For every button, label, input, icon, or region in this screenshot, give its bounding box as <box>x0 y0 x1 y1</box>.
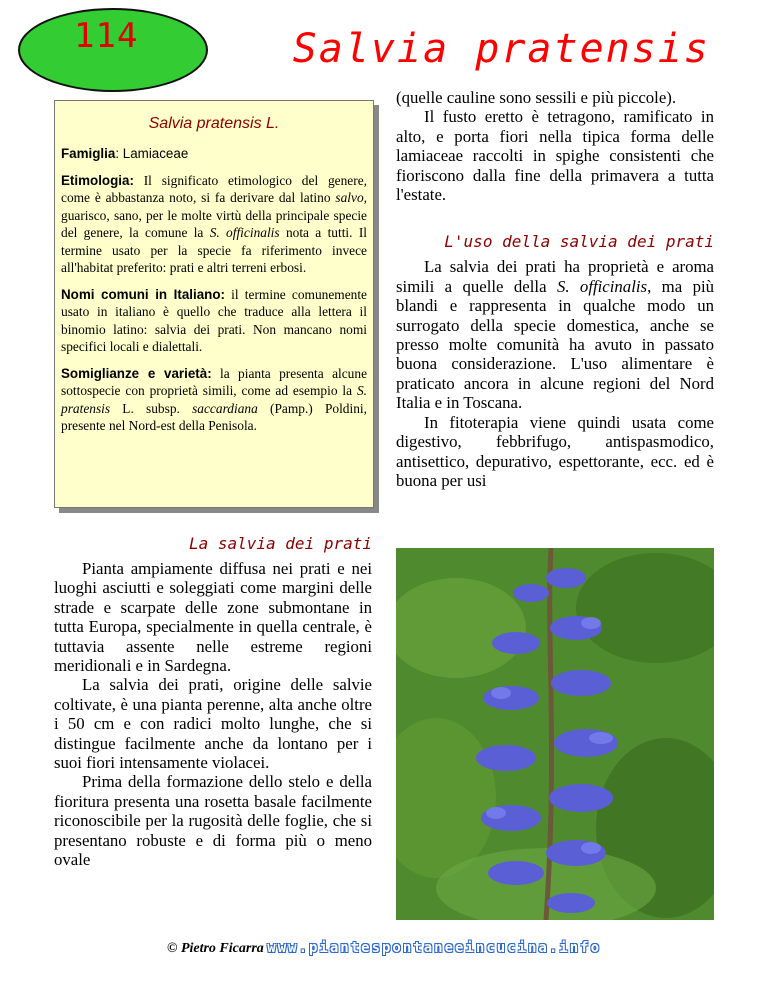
somiglianze-italic: saccardiana <box>192 400 258 416</box>
body-text-span: La salvia dei prati ha proprietà e aroma simili a quelle della <box>396 257 714 296</box>
body-paragraph: In fitoterapia viene quindi usata come digestivo, febbrifugo, antispasmodico, antisettico, depurativo, espettorante, ecc. ed è buona per usi <box>396 412 714 490</box>
nomi-comuni-paragraph <box>61 286 367 356</box>
somiglianze-label: Somiglianze e varietà: <box>61 365 212 381</box>
body-text-span: , ma più blandi e rappresenta in qualche modo un surrogato della specie domestica, anche se presso molte comunità ha avuto in passato buona considerazione. L'uso alimentare è praticato ancora in alcune regioni del Nord Italia e in Toscana. <box>396 276 715 413</box>
etimologia-italic: salvo, <box>335 190 367 205</box>
salvia-flower-photo <box>396 548 714 920</box>
page-number: 114 <box>74 16 139 56</box>
nomi-comuni-label: Nomi comuni in Italiano: <box>61 286 225 302</box>
somiglianze-text: (Pamp.) Poldini, presente nel Nord-est della Penisola. <box>61 400 367 433</box>
somiglianze-italic: S. pratensis <box>61 383 367 416</box>
left-column <box>54 534 372 870</box>
body-paragraph: Pianta ampiamente diffusa nei prati e nei luoghi asciutti e soleggiati come margini delle strade e scarpate delle zone submontane in tutta Europa, specialmente in quella centrale, è tuttavia assente nelle estreme regioni meridionali e in Sardegna. <box>54 559 372 676</box>
somiglianze-paragraph <box>61 365 367 435</box>
somiglianze-text: la pianta presenta alcune sottospecie con proprietà simili, come ad esempio la <box>61 365 368 398</box>
info-box-title: Salvia pratensis L. <box>148 115 280 132</box>
famiglia-text: : Lamiaceae <box>115 146 189 161</box>
etimologia-label: Etimologia: <box>61 172 134 188</box>
somiglianze-text: L. subsp. <box>110 400 193 416</box>
etimologia-text: Il significato etimologico del genere, come è abbastanza noto, si fa derivare dal latino <box>61 172 367 205</box>
body-paragraph: Prima della formazione dello stelo e della fioritura presenta una rosetta basale facilmente riconoscibile per la rugosità delle foglie, che si presentano robuste e di forma più o meno ovale <box>54 772 372 870</box>
etimologia-paragraph <box>61 172 367 277</box>
flower-photo-illustration <box>396 548 714 920</box>
famiglia-label: Famiglia <box>61 146 116 161</box>
right-column <box>396 88 714 490</box>
footer-author: © Pietro Ficarra <box>166 941 264 956</box>
body-paragraph: La salvia dei prati, origine delle salvie coltivate, è una pianta perenne, alta anche oltre i 50 cm e con radici molto lunghe, che si distingue facilmente anche da lontano per i suoi fiori intensamente violacei. <box>54 675 372 773</box>
body-paragraph <box>396 257 714 412</box>
body-text-italic: S. officinalis <box>556 276 648 296</box>
section-title-uso: L'uso della salvia dei prati <box>444 232 714 252</box>
footer-site-link[interactable]: www.piantespontaneeincucina.info <box>267 940 601 956</box>
etimologia-text: guarisco, sano, per le molte virtù della principale specie del genere, la comune la <box>61 207 367 240</box>
section-title-salvia-dei-prati: La salvia dei prati <box>188 534 372 553</box>
footer <box>0 940 768 957</box>
nomi-comuni-text: il termine comunemente usato in italiano è quello che traduce alla lettera il binomio latino: salvia dei prati. Non mancano nomi specifici locali e dialettali. <box>61 286 367 354</box>
etimologia-italic: S. officinalis <box>209 225 280 240</box>
info-box <box>54 100 374 508</box>
body-paragraph: Il fusto eretto è tetragono, ramificato in alto, e porta fiori nella tipica forma delle lamiaceae raccolti in spighe consistenti che fioriscono dalla fine della primavera a tutta l'estate. <box>396 107 714 205</box>
etimologia-text: nota a tutti. Il termine usato per la specie fa riferimento invece all'habitat preferito: prati e altri terreni erbosi. <box>61 225 367 275</box>
page-title: Salvia pratensis <box>292 26 710 72</box>
famiglia-paragraph <box>61 145 367 163</box>
body-paragraph-continuation: (quelle cauline sono sessili e più piccole). <box>396 88 677 107</box>
